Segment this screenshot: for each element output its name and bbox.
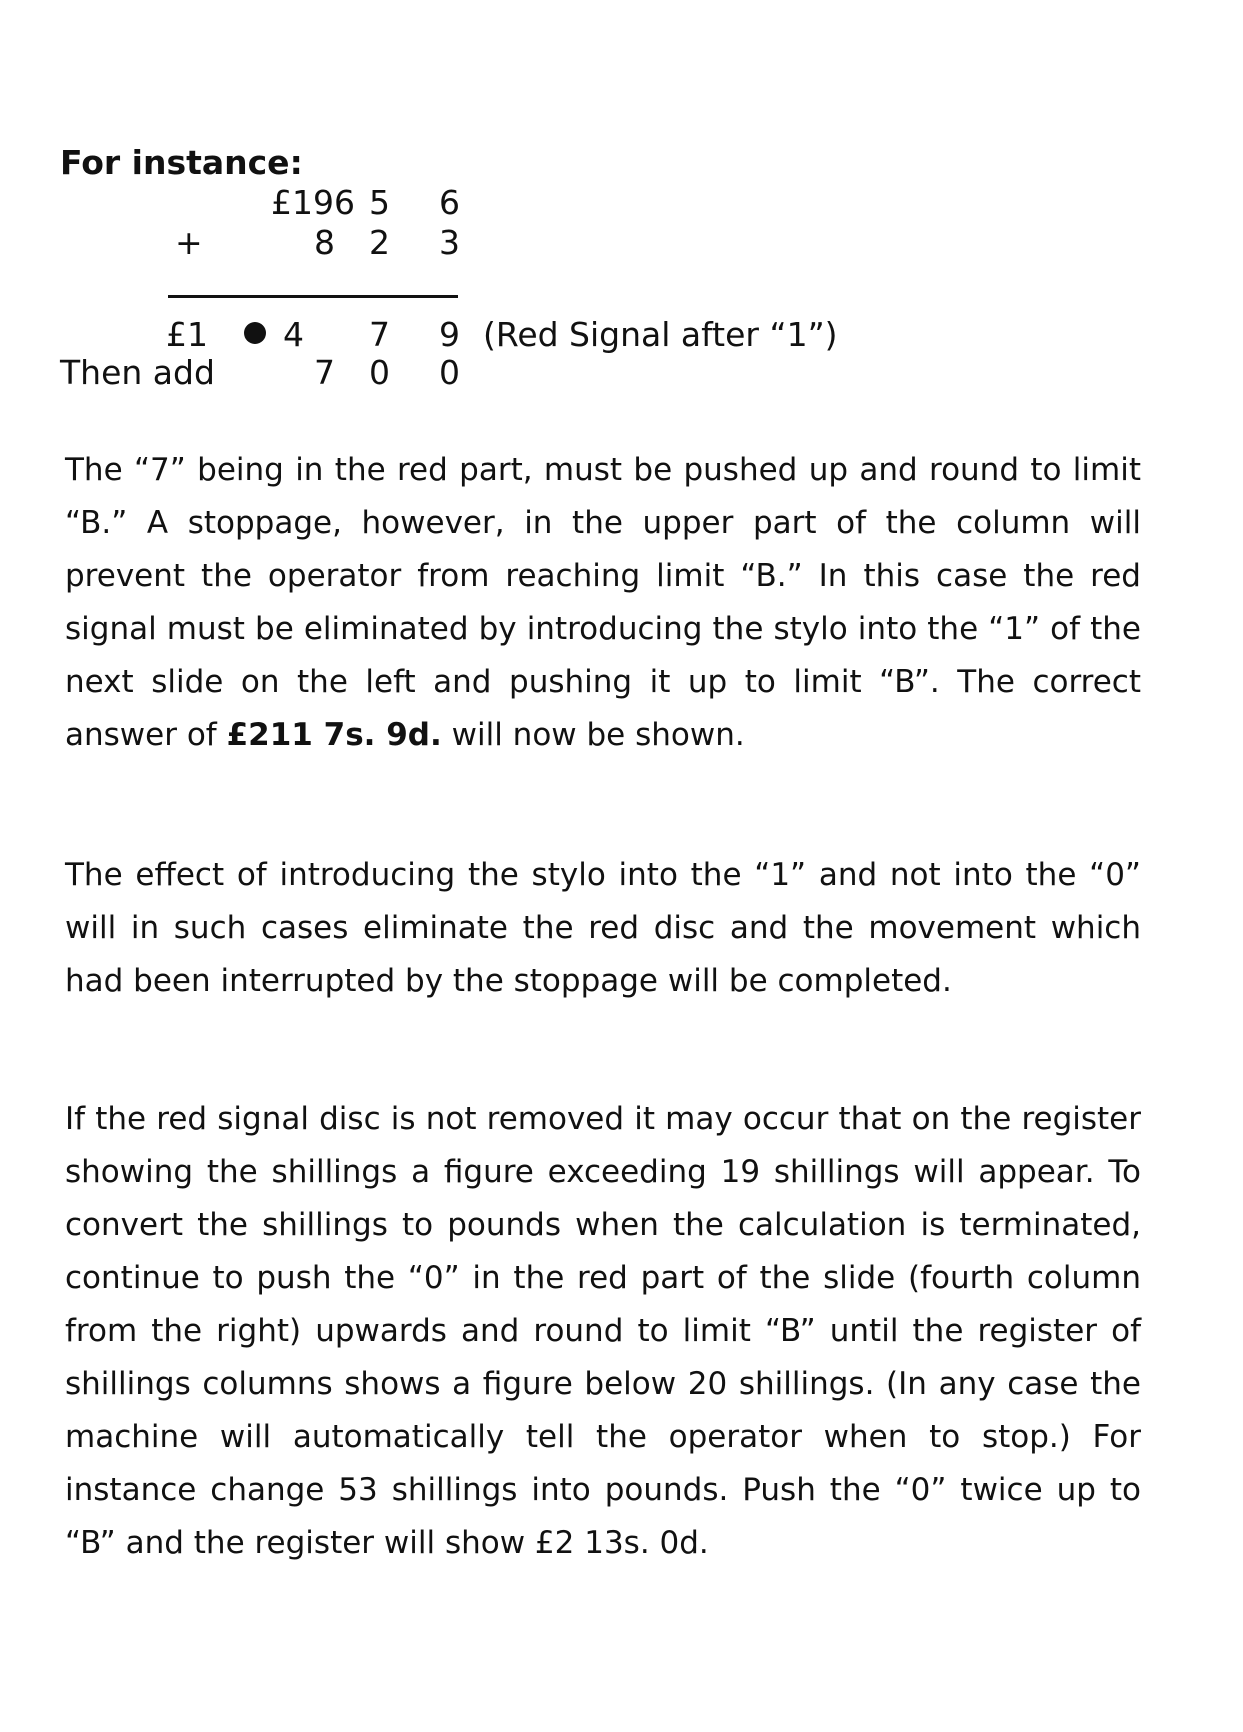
section-heading: For instance:	[60, 143, 303, 182]
result-pounds-left: £1	[166, 315, 208, 354]
red-signal-dot	[244, 322, 266, 344]
sum-rule	[168, 295, 458, 298]
add-shillings: 0	[369, 353, 390, 392]
red-signal-note: (Red Signal after “1”)	[483, 315, 838, 354]
result-pounds-right: 4	[283, 315, 304, 354]
paragraph-stoppage	[65, 444, 1141, 762]
row2-shillings: 2	[369, 223, 390, 262]
add-pounds: 7	[314, 353, 335, 392]
row1-shillings: 5	[369, 183, 390, 222]
result-pence: 9	[439, 315, 460, 354]
then-add-label: Then add	[60, 353, 215, 392]
row2-pounds: 8	[314, 223, 335, 262]
add-pence: 0	[439, 353, 460, 392]
addition-example	[60, 183, 860, 410]
result-shillings: 7	[369, 315, 390, 354]
paragraph-red-signal-disc: If the red signal disc is not removed it may occur that on the register showing the shillings a figure exceeding 19 shillings will appear. To convert the shillings to pounds when the calculation is terminated, continue to push the “0” in the red part of the slide (fourth column from the right) upwards and round to limit “B” until the register of shillings columns shows a figure below 20 shillings. (In any case the machine will automatically tell the operator when to stop.) For instance change 53 shillings into pounds. Push the “0” twice up to “B” and the register will show £2 13s. 0d.	[65, 1101, 1141, 1561]
paragraph-stoppage-text-b: will now be shown.	[441, 717, 745, 753]
plus-sign: +	[175, 223, 203, 262]
row1-pounds: £196	[271, 183, 355, 222]
paragraph-effect: The effect of introducing the stylo into the “1” and not into the “0” will in such cases eliminate the red disc and the movement which had been interrupted by the stoppage will be completed.	[65, 857, 1141, 999]
paragraph-stoppage-text-a: The “7” being in the red part, must be pushed up and round to limit “B.” A stoppage, however, in the upper part of the column will prevent the operator from reaching limit “B.” In this case the red signal must be eliminated by introducing the stylo into the “1” of the next slide on the left and pushing it up to limit “B”. The correct answer of	[65, 452, 1141, 753]
row1-pence: 6	[439, 183, 460, 222]
row2-pence: 3	[439, 223, 460, 262]
correct-answer: £211 7s. 9d.	[226, 717, 442, 753]
